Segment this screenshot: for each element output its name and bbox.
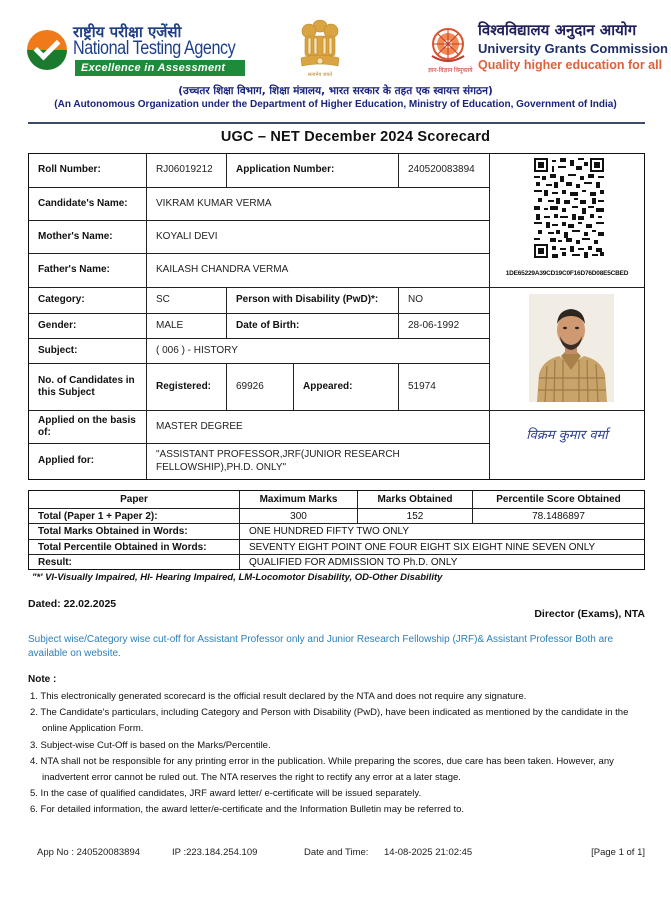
footer-page-indicator: [Page 1 of 1] [591, 847, 645, 858]
score-marks-obtained: 152 [357, 508, 473, 524]
appeared-label: Appeared: [293, 363, 399, 411]
registered-value: 69926 [226, 363, 294, 411]
ugc-logo [428, 21, 668, 78]
note-item: 6. For detailed information, the award letter/e-certificate and the Information Bulletin may be referred to. [30, 804, 465, 816]
disability-footnote: "*' VI-Visually Impaired, HI- Hearing Impaired, LM-Locomotor Disability, OD-Other Disability [32, 572, 443, 583]
qr-code-text: 1DE65229A39CD19C0F16D76D08E5CBED [505, 270, 629, 277]
candidates-count-label: No. of Candidates in this Subject [28, 363, 147, 411]
page-title: UGC – NET December 2024 Scorecard [220, 129, 491, 145]
applied-for-label: Applied for: [28, 443, 147, 480]
score-header-percentile: Percentile Score Obtained [472, 490, 645, 509]
subject-value: ( 006 ) - HISTORY [146, 338, 490, 364]
application-number-label: Application Number: [226, 153, 399, 188]
ugc-tagline: Quality higher education for all [478, 58, 663, 72]
nta-hindi-name: राष्ट्रीय परीक्षा एजेंसी [73, 23, 182, 41]
marks-words-value: ONE HUNDRED FIFTY TWO ONLY [239, 523, 645, 540]
dated-text: Dated: 22.02.2025 [28, 598, 117, 610]
score-total-label: Total (Paper 1 + Paper 2): [28, 508, 240, 524]
registered-label: Registered: [146, 363, 227, 411]
header-divider [28, 122, 645, 124]
score-header-marks-obtained: Marks Obtained [357, 490, 473, 509]
svg-text:सत्यमेव जयते: सत्यमेव जयते [307, 72, 333, 78]
application-number-value: 240520083894 [398, 153, 490, 188]
basis-label: Applied on the basis of: [28, 410, 147, 444]
notes-title: Note : [28, 674, 57, 685]
footer-datetime-label: Date and Time: [304, 847, 369, 858]
percentile-words-value: SEVENTY EIGHT POINT ONE FOUR EIGHT SIX EIGHT NINE SEVEN ONLY [239, 539, 645, 555]
father-name-value: KAILASH CHANDRA VERMA [146, 253, 490, 288]
qr-code-icon [534, 158, 604, 258]
father-name-label: Father's Name: [28, 253, 147, 288]
ugc-english-name: University Grants Commission [478, 41, 668, 56]
dob-label: Date of Birth: [226, 313, 399, 339]
pwd-label: Person with Disability (PwD)*: [226, 287, 399, 314]
nta-logo [27, 22, 236, 78]
score-percentile: 78.1486897 [472, 508, 645, 524]
note-item: 2. The Candidate's particulars, including Category and Person with Disability (PwD), have been indicated as mentioned by the candidate in the online Application Form. [30, 707, 629, 735]
gender-label: Gender: [28, 313, 147, 339]
appeared-value: 51974 [398, 363, 490, 411]
note-item: 3. Subject-wise Cut-Off is based on the Marks/Percentile. [30, 739, 271, 751]
ugc-hindi-name: विश्वविद्यालय अनुदान आयोग [478, 21, 637, 39]
category-value: SC [146, 287, 227, 314]
dob-value: 28-06-1992 [398, 313, 490, 339]
note-item: 5. In the case of qualified candidates, JRF award letter/ e-certificate will be issued separately. [30, 788, 422, 800]
nta-tagline: Excellence in Assessment [75, 60, 245, 76]
candidate-name-label: Candidate's Name: [28, 187, 147, 221]
note-item: 4. NTA shall not be responsible for any printing error in the publication. While preparing the scores, due care has been taken. However, any inadvertent error cannot be ruled out. The NTA reserves the right to rectify any error at a later stage. [30, 755, 614, 784]
footer-ip: IP :223.184.254.109 [172, 847, 258, 858]
signatory-text: Director (Exams), NTA [534, 608, 645, 620]
basis-value: MASTER DEGREE [146, 410, 490, 444]
category-label: Category: [28, 287, 147, 314]
mother-name-label: Mother's Name: [28, 220, 147, 254]
result-value: QUALIFIED FOR ADMISSION TO Ph.D. ONLY [239, 554, 645, 570]
score-max-marks: 300 [239, 508, 358, 524]
percentile-words-label: Total Percentile Obtained in Words: [28, 539, 240, 555]
nta-english-name: National Testing Agency [73, 38, 236, 59]
applied-for-value: "ASSISTANT PROFESSOR,JRF(JUNIOR RESEARCH FELLOWSHIP),PH.D. ONLY" [146, 443, 490, 480]
candidate-name-value: VIKRAM KUMAR VERMA [146, 187, 490, 221]
candidate-signature: विक्रम कुमार वर्मा [526, 428, 608, 443]
ugc-wheel-icon [428, 26, 468, 66]
ugc-logo-caption: ज्ञान-विज्ञान विमुक्तये [428, 68, 473, 74]
roll-number-value: RJ06019212 [146, 153, 227, 188]
pwd-value: NO [398, 287, 490, 314]
signature-cell [489, 410, 645, 480]
footer-datetime: 14-08-2025 21:02:45 [384, 847, 473, 858]
score-header-paper: Paper [28, 490, 240, 509]
notes-list [30, 689, 650, 819]
score-header-max-marks: Maximum Marks [239, 490, 358, 509]
gender-value: MALE [146, 313, 227, 339]
nta-checkmark-icon [27, 30, 67, 70]
national-emblem-icon [292, 14, 348, 80]
english-subtitle: (An Autonomous Organization under the Department of Higher Education, Ministry of Education, Government of India) [54, 99, 617, 110]
candidate-photo [529, 294, 614, 402]
roll-number-label: Roll Number: [28, 153, 147, 188]
cutoff-notice: Subject wise/Category wise cut-off for Assistant Professor only and Junior Research Fellowship (JRF)& Assistant Professor Both are available on website. [28, 634, 614, 659]
note-item: 1. This electronically generated scorecard is the official result declared by the NTA and does not require any signature. [30, 691, 527, 702]
subject-label: Subject: [28, 338, 147, 364]
result-label: Result: [28, 554, 240, 570]
footer-app-no: App No : 240520083894 [37, 847, 141, 858]
mother-name-value: KOYALI DEVI [146, 220, 490, 254]
marks-words-label: Total Marks Obtained in Words: [28, 523, 240, 540]
hindi-subtitle: (उच्चतर शिक्षा विभाग, शिक्षा मंत्रालय, भारत सरकार के तहत एक स्वायत्त संगठन) [178, 85, 493, 97]
